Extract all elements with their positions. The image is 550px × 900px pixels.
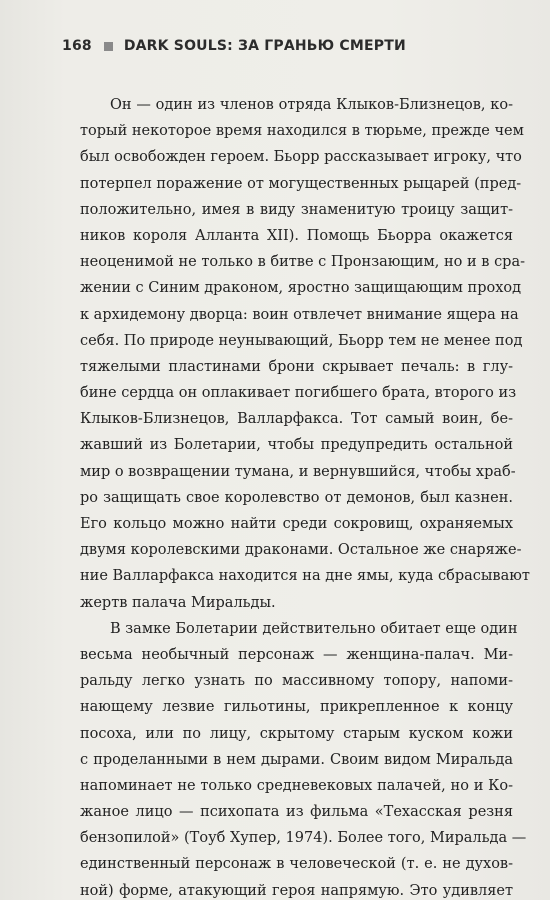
text-line: жаное лицо — психопата из фильма «Техасская резня <box>80 804 513 821</box>
text-line: неоценимой не только в битве с Пронзающим, но и в сра- <box>80 254 526 271</box>
text-line: Клыков-Близнецов, Валларфакса. Тот самый воин, бе- <box>80 411 513 428</box>
text-line: себя. По природе неунывающий, Бьорр тем не менее под <box>80 332 523 349</box>
text-line: Его кольцо можно найти среди сокровищ, охраняемых <box>80 516 513 532</box>
running-header <box>62 38 406 54</box>
text-line: жении с Синим драконом, яростно защищающим проход <box>80 280 522 297</box>
text-line: ние Валларфакса находится на дне ямы, куда сбрасывают <box>80 568 530 585</box>
text-line: весьма необычный персонаж — женщина-палач. Ми- <box>80 646 513 663</box>
text-line: торый некоторое время находился в тюрьме, прежде чем <box>80 123 524 140</box>
text-line: напоминает не только средневековых палачей, но и Ко- <box>80 777 513 794</box>
text-line: бине сердца он оплакивает погибшего брата, второго из <box>80 385 517 402</box>
text-line: к архидемону дворца: воин отвлечет внимание ящера на <box>80 306 519 323</box>
text-line: положительно, имея в виду знаменитую троицу защит- <box>80 201 513 218</box>
text-line: ро защищать свое королевство от демонов, был казнен. <box>80 489 513 506</box>
text-line: единственный персонаж в человеческой (т. е. не духов- <box>80 856 513 873</box>
text-line: бензопилой» (Тоуб Хупер, 1974). Более того, Миральда — <box>80 830 527 847</box>
text-line: Он — один из членов отряда Клыков-Близнецов, ко- <box>110 97 513 113</box>
text-line: жертв палача Миральды. <box>80 594 276 611</box>
book-title: DARK SOULS: ЗА ГРАНЬЮ СМЕРТИ <box>123 38 406 54</box>
text-line: посоха, или по лицу, скрытому старым куском кожи <box>80 725 513 742</box>
text-line: с проделанными в нем дырами. Своим видом Миральда <box>80 751 513 768</box>
text-line: ральду легко узнать по массивному топору, напоми- <box>80 673 513 690</box>
text-line: ной) форме, атакующий героя напрямую. Это удивляет <box>80 882 513 899</box>
text-line: тяжелыми пластинами брони скрывает печаль: в глу- <box>80 358 513 375</box>
text-line: потерпел поражение от могущественных рыцарей (пред- <box>80 175 522 192</box>
text-line: нающему лезвие гильотины, прикрепленное к концу <box>80 699 513 716</box>
paragraph <box>80 616 527 900</box>
square-separator-icon <box>104 42 113 51</box>
text-line: В замке Болетарии действительно обитает еще один <box>110 620 518 637</box>
paragraph <box>80 92 530 616</box>
text-line: был освобожден героем. Бьорр рассказывает игроку, что <box>80 149 522 166</box>
text-line: мир о возвращении тумана, и вернувшийся, чтобы храб- <box>80 463 516 480</box>
text-line: жавший из Болетарии, чтобы предупредить остальной <box>80 437 513 454</box>
text-line: ников короля Алланта XII). Помощь Бьорра окажется <box>80 227 513 244</box>
body-text <box>80 92 530 900</box>
page-number: 168 <box>62 38 92 54</box>
text-line: двумя королевскими драконами. Остальное же снаряже- <box>80 542 522 559</box>
